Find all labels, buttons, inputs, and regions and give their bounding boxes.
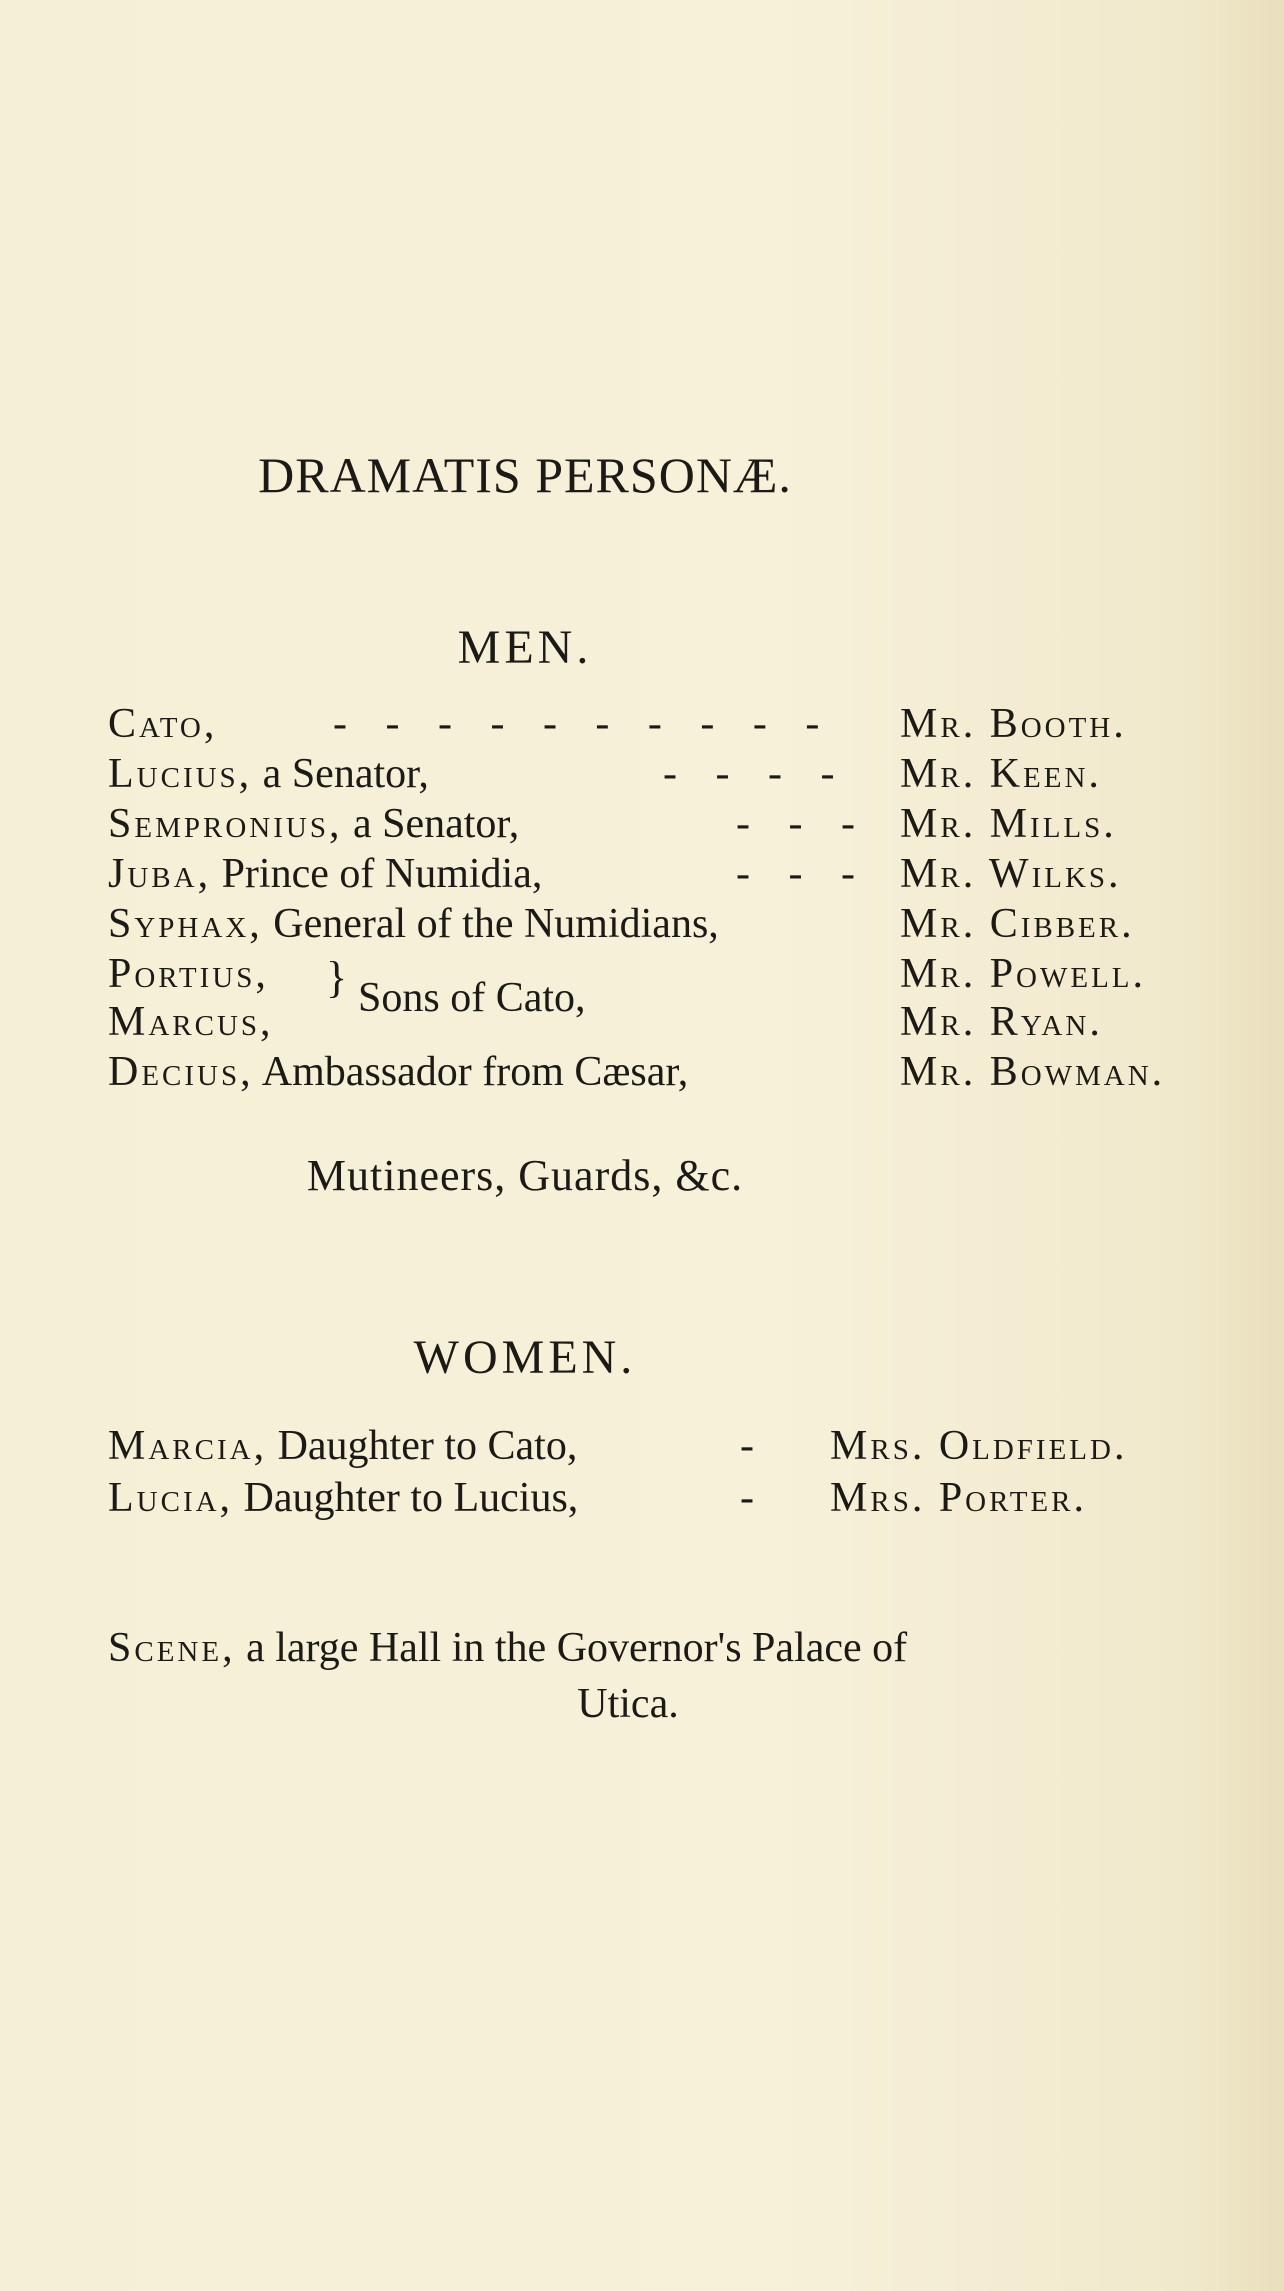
actor-name: Mr. Cibber. [900,901,1135,947]
character-name: Marcia, [108,1423,268,1469]
character-description: Daughter to Cato, [267,1423,578,1469]
actor-name: Mr. Booth. [900,701,1127,747]
character-description: Sons of Cato, [358,975,586,1021]
character-description: Daughter to Lucius, [233,1475,579,1521]
scene-location: Utica. [577,1681,679,1727]
brace-cast-group [108,950,1228,1060]
leader-dashes: - - - [736,801,869,847]
leader-dashes: - - - [736,851,869,897]
character-name: Marcus, [108,999,274,1045]
leader-dashes: - [740,1423,768,1469]
character-name: Cato, [108,701,218,747]
character-description: General of the Numidians, [262,901,719,947]
actor-name: Mr. Ryan. [900,999,1103,1045]
scene-text: a large Hall in the Governor's Palace of [235,1625,908,1671]
leader-dashes: - - - - - - - - - - [333,701,834,747]
character-name: Portius, [108,951,269,997]
men-heading: MEN. [457,621,593,674]
women-heading: WOMEN. [413,1331,637,1384]
scene-label: Scene, [108,1625,236,1671]
page-title: DRAMATIS PERSONÆ. [258,447,792,503]
cast-row [108,900,1228,956]
actor-name: Mr. Wilks. [900,851,1122,897]
leader-dashes: - - - - [663,751,849,797]
extras-line: Mutineers, Guards, &c. [306,1151,744,1200]
leader-dashes: - [740,1475,768,1521]
actor-name: Mr. Keen. [900,751,1102,797]
character-description: Prince of Numidia, [211,851,543,897]
scene-description [108,1620,1228,1732]
character-description: Ambassador from Cæsar, [253,1049,689,1095]
actor-name: Mrs. Oldfield. [830,1423,1128,1469]
actor-name: Mr. Mills. [900,801,1117,847]
character-name: Syphax, [108,901,263,947]
brace-glyph: } [326,953,348,1002]
character-name: Juba, [108,851,212,897]
actor-name: Mr. Powell. [900,951,1147,997]
cast-row [108,700,1228,756]
character-name: Sempronius, [108,801,343,847]
character-name: Lucius, [108,751,253,797]
character-name: Lucia, [108,1475,234,1521]
cast-row [108,1422,1228,1478]
actor-name: Mrs. Porter. [830,1475,1087,1521]
actor-name: Mr. Bowman. [900,1049,1166,1095]
character-name: Decius, [108,1049,254,1095]
character-description: a Senator, [342,801,520,847]
cast-row [108,1474,1228,1530]
cast-row [108,750,1228,806]
cast-row [108,800,1228,856]
cast-row [108,850,1228,906]
character-description: a Senator, [252,751,429,797]
cast-row [108,1048,1228,1104]
